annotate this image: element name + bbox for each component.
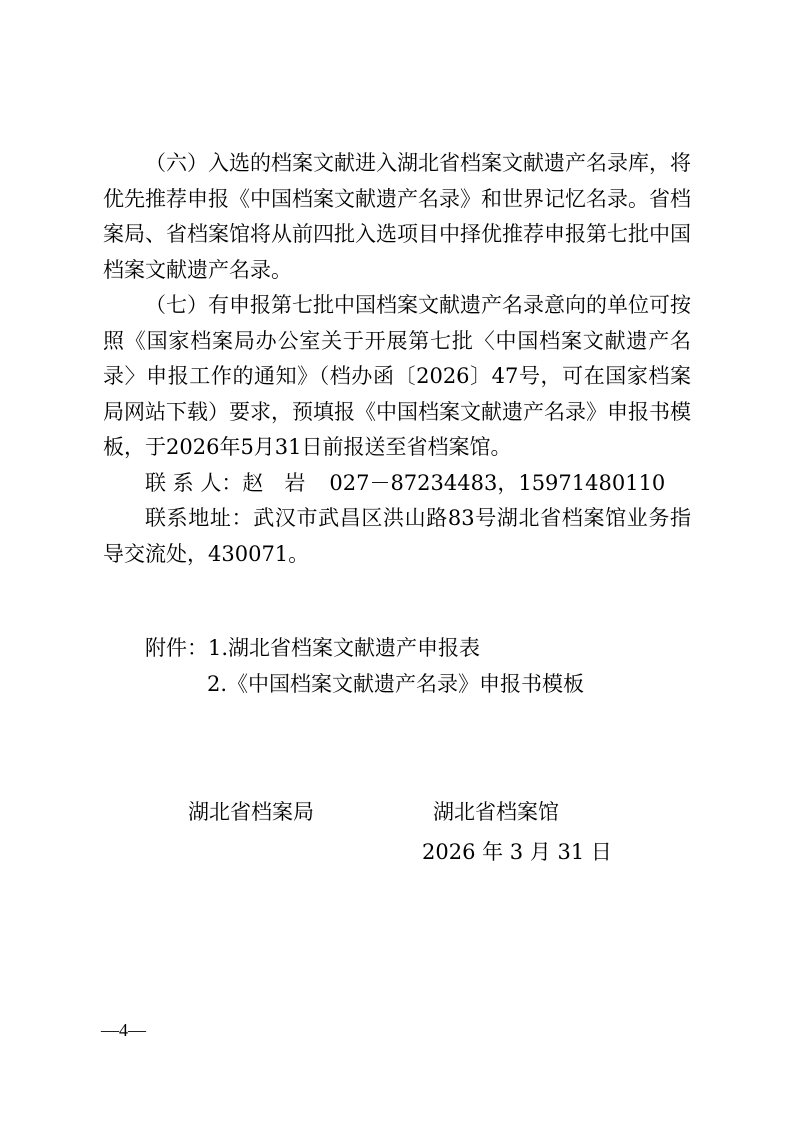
signature-issuer-2: 湖北省档案馆 <box>433 800 559 824</box>
paragraph-seven: （七）有申报第七批中国档案文献遗产名录意向的单位可按照《国家档案局办公室关于开展第七批〈中国档案文献遗产名录〉申报工作的通知》（档办函〔2026〕47号，可在国家档案局网站下载）要求，预填报《中国档案文献遗产名录》申报书模板，于2026年5月31日前报送至省档案馆。 <box>103 293 691 459</box>
attachment-item-2 <box>145 666 584 702</box>
contact-phones: 027－87234483，15971480110 <box>329 470 666 495</box>
attachments-label: 附件： <box>145 636 208 660</box>
attachment-item-1 <box>145 630 584 666</box>
document-body <box>103 146 691 572</box>
attachment-text-1: 1.湖北省档案文献遗产申报表 <box>208 636 481 660</box>
attachments <box>145 630 584 702</box>
paragraph-six: （六）入选的档案文献进入湖北省档案文献遗产名录库，将优先推荐申报《中国档案文献遗产名录》和世界记忆名录。省档案局、省档案馆将从前四批入选项目中择优推荐申报第七批中国档案文献遗产名录。 <box>103 151 691 282</box>
attachment-text-2: 2.《中国档案文献遗产名录》申报书模板 <box>207 672 585 696</box>
signature-date: 2026 年 3 月 31 日 <box>422 840 612 864</box>
address-label: 联系地址： <box>145 506 254 530</box>
contact-label: 联 系 人： <box>145 470 243 495</box>
signature-issuer-1: 湖北省档案局 <box>188 800 314 824</box>
contact-line <box>103 466 691 502</box>
page-number: —4— <box>101 1020 146 1040</box>
address-value: 武汉市武昌区洪山路83号湖北省档案馆业务指导交流处，430071。 <box>103 506 691 566</box>
address-line <box>103 501 691 572</box>
contact-name: 赵 岩 <box>242 470 306 495</box>
